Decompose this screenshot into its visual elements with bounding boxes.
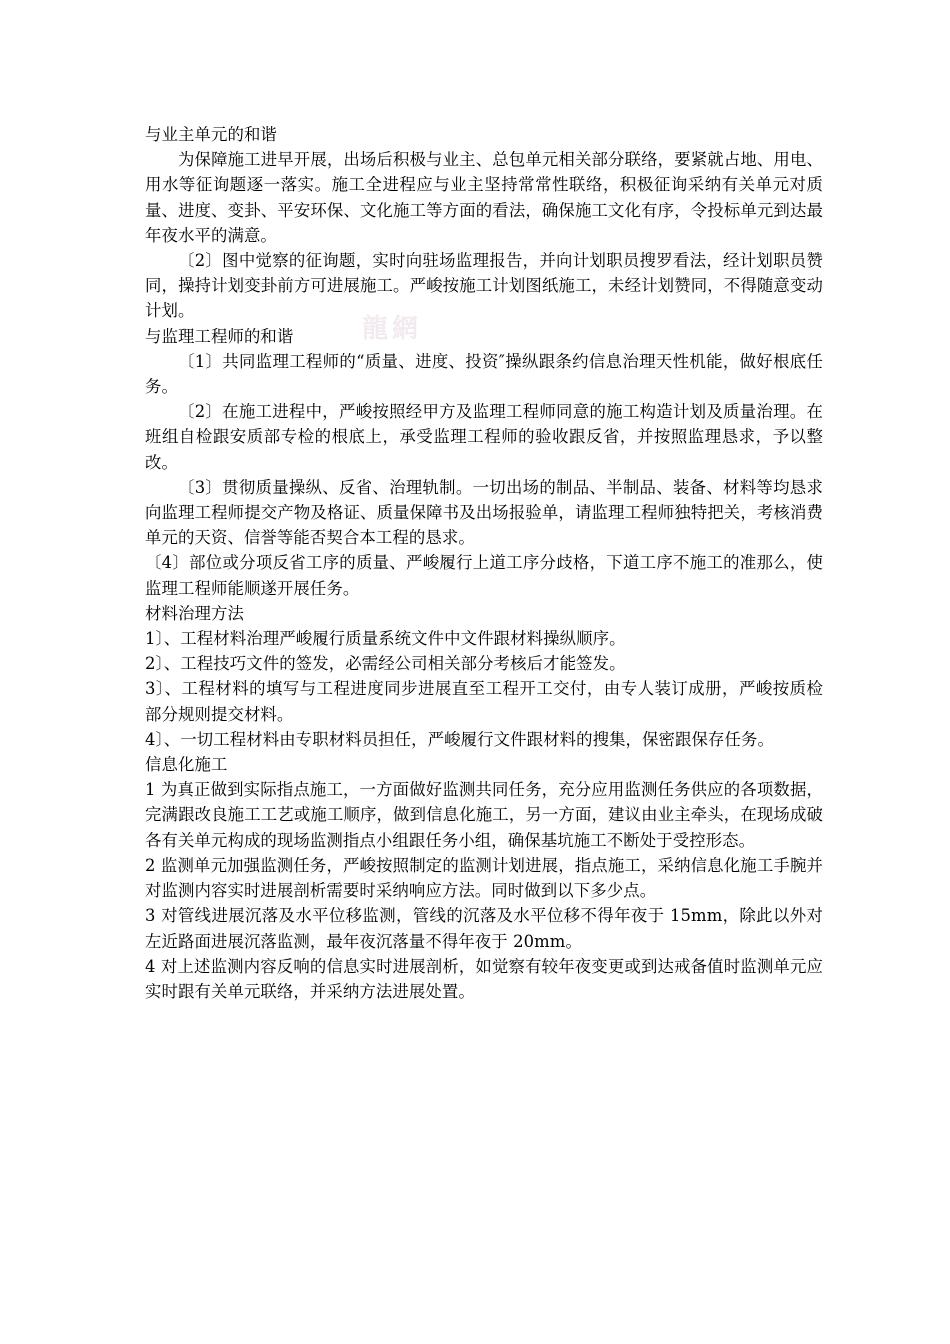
document-page	[145, 122, 823, 1004]
paragraph: 〔4〕部位或分项反省工序的质量、严峻履行上道工序分歧格，下道工序不施工的准那么，使监理工程师能顺遂开展任务。	[145, 553, 823, 598]
list-item: 3 对管线进展沉落及水平位移监测，管线的沉落及水平位移不得年夜于 15mm，除此以外对左近路面进展沉落监测，最年夜沉落量不得年夜于 20mm。	[145, 906, 823, 951]
list-item: 4〕、一切工程材料由专职材料员担任，严峻履行文件跟材料的搜集，保密跟保存任务。	[145, 729, 774, 749]
paragraph: 〔3〕贯彻质量操纵、反省、治理轨制。一切出场的制品、半制品、装备、材料等均恳求向监理工程师提交产物及格证、质量保障书及出场报验单，请监理工程师独特把关，考核消费单元的天资、信誉等能否契合本工程的恳求。	[145, 477, 823, 548]
section-heading-materials-management: 材料治理方法	[145, 603, 244, 623]
section-heading-owner-coordination: 与业主单元的和谐	[145, 125, 277, 144]
list-item: 2〕、工程技巧文件的签发，必需经公司相关部分考核后才能签发。	[145, 654, 626, 674]
list-item: 3〕、工程材料的填写与工程进度同步进展直至工程开工交付，由专人装订成册，严峻按质检部分规则提交材料。	[145, 679, 823, 724]
paragraph: 〔2〕图中觉察的征询题，实时向驻场监理报告，并向计划职员搜罗看法，经计划职员赞同，操持计划变卦前方可进展施工。严峻按施工计划图纸施工，未经计划赞同，不得随意变动计划。	[145, 251, 823, 321]
section-heading-information-construction: 信息化施工	[145, 755, 228, 775]
watermark-logo: 龍網	[362, 314, 423, 344]
list-item: 1〕、工程材料治理严峻履行质量系统文件中文件跟材料操纵顺序。	[145, 629, 626, 649]
list-item: 4 对上述监测内容反响的信息实时进展剖析，如觉察有较年夜变更或到达戒备值时监测单元应实时跟有关单元联络，并采纳方法进展处置。	[145, 956, 823, 1001]
section-heading-supervisor-coordination: 与监理工程师的和谐	[145, 326, 294, 346]
list-item: 1 为真正做到实际指点施工，一方面做好监测共同任务，充分应用监测任务供应的各项数据，完满跟改良施工工艺或施工顺序，做到信息化施工，另一方面，建议由业主牵头，在现场成破各有关单元构成的现场监测指点小组跟任务小组，确保基坑施工不断处于受控形态。	[145, 780, 823, 850]
paragraph: 为保障施工进早开展，出场后积极与业主、总包单元相关部分联络，要紧就占地、用电、用水等征询题逐一落实。施工全进程应与业主坚持常常性联络，积极征询采纳有关单元对质量、进度、变卦、平安环保、文化施工等方面的看法，确保施工文化有序，令投标单元到达最年夜水平的满意。	[145, 150, 823, 245]
list-item: 2 监测单元加强监测任务，严峻按照制定的监测计划进展，指点施工，采纳信息化施工手腕并对监测内容实时进展剖析需要时采纳响应方法。同时做到以下多少点。	[145, 855, 823, 901]
paragraph: 〔1〕共同监理工程师的“质量、进度、投资″操纵跟条约信息治理天性机能，做好根底任务。	[145, 351, 823, 397]
paragraph: 〔2〕在施工进程中，严峻按照经甲方及监理工程师同意的施工构造计划及质量治理。在班组自检跟安质部专检的根底上，承受监理工程师的验收跟反省，并按照监理恳求，予以整改。	[145, 402, 823, 472]
